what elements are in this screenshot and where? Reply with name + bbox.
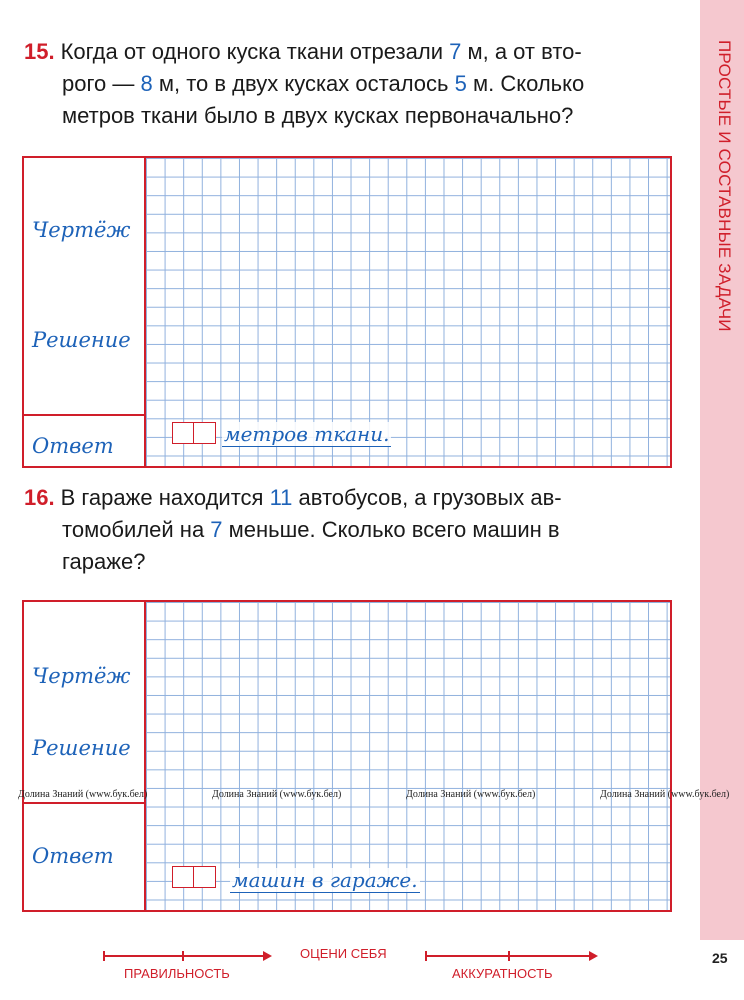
task-15-value-1: 7 bbox=[449, 39, 462, 64]
correctness-scale-tick bbox=[182, 951, 184, 961]
task-15-line2b: м, то в двух кусках осталось bbox=[152, 71, 455, 96]
watermark-4: Долина Знаний (www.бук.бел) bbox=[600, 789, 730, 800]
task-15-line1b: м, а от вто- bbox=[461, 39, 582, 64]
task-15-number: 15. bbox=[24, 39, 55, 64]
task-15-drawing-label: Чертёж bbox=[32, 218, 131, 242]
task-15-text bbox=[24, 36, 584, 132]
accuracy-scale bbox=[426, 955, 590, 957]
task-16-line2a: томобилей на bbox=[62, 517, 211, 542]
task-16-line1a: В гараже находится bbox=[60, 485, 270, 510]
task-16-answer-label: Ответ bbox=[32, 844, 114, 868]
task-16-answer-suffix: машин в гараже. bbox=[232, 868, 418, 892]
self-check-label: ОЦЕНИ СЕБЯ bbox=[300, 946, 387, 961]
task-16-answer-divider bbox=[24, 802, 144, 804]
task-15-answer-suffix: метров ткани. bbox=[224, 422, 390, 446]
task-15-answer-input[interactable] bbox=[172, 422, 216, 444]
correctness-scale bbox=[104, 955, 264, 957]
task-15-line3: метров ткани было в двух кусках первоначально? bbox=[62, 103, 574, 128]
page-number: 25 bbox=[712, 950, 728, 966]
task-16-value-2: 7 bbox=[210, 517, 223, 542]
task-16-workbox bbox=[22, 600, 672, 912]
task-15-line2c: м. Сколько bbox=[466, 71, 585, 96]
task-15-line1a: Когда от одного куска ткани отрезали bbox=[60, 39, 450, 64]
task-15-solution-label: Решение bbox=[32, 328, 131, 352]
correctness-label: ПРАВИЛЬНОСТЬ bbox=[124, 966, 230, 981]
task-15-value-2: 8 bbox=[140, 71, 153, 96]
task-16-drawing-label: Чертёж bbox=[32, 664, 131, 688]
watermark-1: Долина Знаний (www.бук.бел) bbox=[18, 789, 148, 800]
task-16-answer-input[interactable] bbox=[172, 866, 216, 888]
section-title-text: ПРОСТЫЕ И СОСТАВНЫЕ ЗАДАЧИ bbox=[715, 40, 734, 332]
task-15-workbox bbox=[22, 156, 672, 468]
task-16-line2b: меньше. Сколько всего машин в bbox=[222, 517, 560, 542]
accuracy-scale-tick bbox=[508, 951, 510, 961]
task-15-answer-label: Ответ bbox=[32, 434, 114, 458]
watermark-2: Долина Знаний (www.бук.бел) bbox=[212, 789, 342, 800]
task-15-grid[interactable] bbox=[146, 158, 670, 466]
accuracy-label: АККУРАТНОСТЬ bbox=[452, 966, 553, 981]
task-16-number: 16. bbox=[24, 485, 55, 510]
task-16-solution-label: Решение bbox=[32, 736, 131, 760]
task-15-label-column bbox=[24, 158, 146, 466]
task-16-line1b: автобусов, а грузовых ав- bbox=[292, 485, 562, 510]
task-16-value-1: 11 bbox=[269, 485, 293, 510]
task-16-line3: гараже? bbox=[62, 549, 146, 574]
task-15-line2a: рого — bbox=[62, 71, 141, 96]
task-16-grid[interactable] bbox=[146, 602, 670, 910]
watermark-3: Долина Знаний (www.бук.бел) bbox=[406, 789, 536, 800]
task-16-text bbox=[24, 482, 562, 578]
task-15-value-3: 5 bbox=[454, 71, 467, 96]
task-15-answer-divider bbox=[24, 414, 144, 416]
